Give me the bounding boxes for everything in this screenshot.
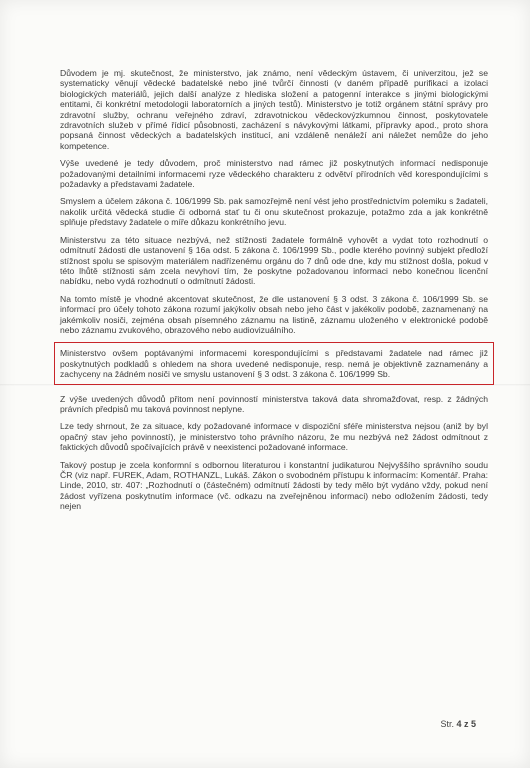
paragraph-5: Na tomto místě je vhodné akcentovat skutečnost, že dle ustanovení § 3 odst. 3 zákona č. 106/1999 Sb. se informací pro účely tohoto zákona rozumí jakýkoliv obsah nebo jeho část v jakékoliv podobě, zaznamenaný na jakémkoliv nosiči, zejména obsah písemného záznamu na listině, záznamu uloženého v elektronické podobě nebo záznamu zvukového, obrazového nebo audiovizuálního. (60, 293, 488, 335)
document-body (60, 68, 488, 519)
highlighted-passage-box (54, 342, 494, 384)
paragraph-2: Výše uvedené je tedy důvodem, proč ministerstvo nad rámec již poskytnutých informací nedisponuje požadovanými detailními informacemi ryze vědeckého charakteru z odvětví přírodních věd korespondujícími s požadavky a představami žadatele. (60, 158, 488, 190)
paragraph-8: Lze tedy shrnout, že za situace, kdy požadované informace v dispoziční sféře ministerstva nejsou (aniž by byl opačný stav jeho povinností), je ministerstvo toho právního názoru, že mu nezbývá než žádost odmítnout z faktických důvodů spočívajících právě v neexistenci požadované informace. (60, 421, 488, 453)
paragraph-7: Z výše uvedených důvodů přitom není povinností ministerstva taková data shromažďovat, resp. z žádných právních předpisů mu taková povinnost neplyne. (60, 393, 488, 414)
page-number-separator: z (461, 719, 471, 729)
page-number (440, 719, 476, 729)
page-number-prefix: Str. (440, 719, 457, 729)
paragraph-6-highlighted: Ministerstvo ovšem poptávanými informacemi korespondujícími s představami žadatele nad rámec již poskytnutých podkladů s ohledem na shora uvedené nedisponuje, resp. nemá je objektivně zaznamenány a zachyceny na žádném nosiči ve smyslu ustanovení § 3 odst. 3 zákona č. 106/1999 Sb. (60, 348, 488, 380)
paragraph-3: Smyslem a účelem zákona č. 106/1999 Sb. pak samozřejmě není vést jeho prostřednictvím polemiku s žadateli, nakolik určitá vědecká studie či odborná stať tu či onu skutečnost prokazuje, potažmo zda a jak konkrétně splňuje představy žadatele o míře důkazu konkrétního jevu. (60, 196, 488, 228)
page-number-total: 5 (470, 719, 476, 729)
page-number-current: 4 (456, 719, 462, 729)
paragraph-4: Ministerstvu za této situace nezbývá, než stížnosti žadatele formálně vyhovět a vydat toto rozhodnutí o odmítnutí žádosti dle ustanovení § 16a odst. 5 zákona č. 106/1999 Sb., podle kterého povinný subjekt předloží stížnost spolu se spisovým materiálem nadřízenému orgánu do 7 dnů ode dne, kdy mu stížnost došla, pokud v této lhůtě stížnosti sám zcela nevyhoví tím, že poskytne požadovanou informaci nebo konečnou licenční nabídku, nebo vydá rozhodnutí o odmítnutí žádosti. (60, 234, 488, 287)
paragraph-9: Takový postup je zcela konformní s odbornou literaturou i konstantní judikaturou Nejvyššího správního soudu ČR (viz např. FUREK, Adam, ROTHANZL, Lukáš. Zákon o svobodném přístupu k informacím: Komentář. Praha: Linde, 2010, str. 407: „Rozhodnutí o (částečném) odmítnutí žádosti by tedy mělo být vydáno vždy, pokud není žádost vyřízena poskytnutím informace (vč. odkazu na zveřejněnou informaci) nebo odložením žádosti, tedy nejen (60, 459, 488, 512)
paragraph-1: Důvodem je mj. skutečnost, že ministerstvo, jak známo, není vědeckým ústavem, či univerzitou, jež se systematicky věnují vědecké badatelské nebo jiné tvůrčí činnosti (v daném případě purifikaci a izolaci biologických materiálů, jejich další analýze z hlediska složení a patogenní interakce s jinými biologickými entitami, či konkrétní metodologii laboratorních a jiných testů). Ministerstvo je totiž orgánem státní správy pro zdravotní služby, ochranu veřejného zdraví, zdravotnickou vědeckovýzkumnou činnost, poskytovatele zdravotních služeb v přímé řídicí působnosti, zacházení s návykovými látkami, přípravky apod., proto shora popsaná činnost vědeckých a badatelských institucí, ani vzdáleně nenáleží ani náležet nemůže do jeho kompetence. (60, 68, 488, 151)
